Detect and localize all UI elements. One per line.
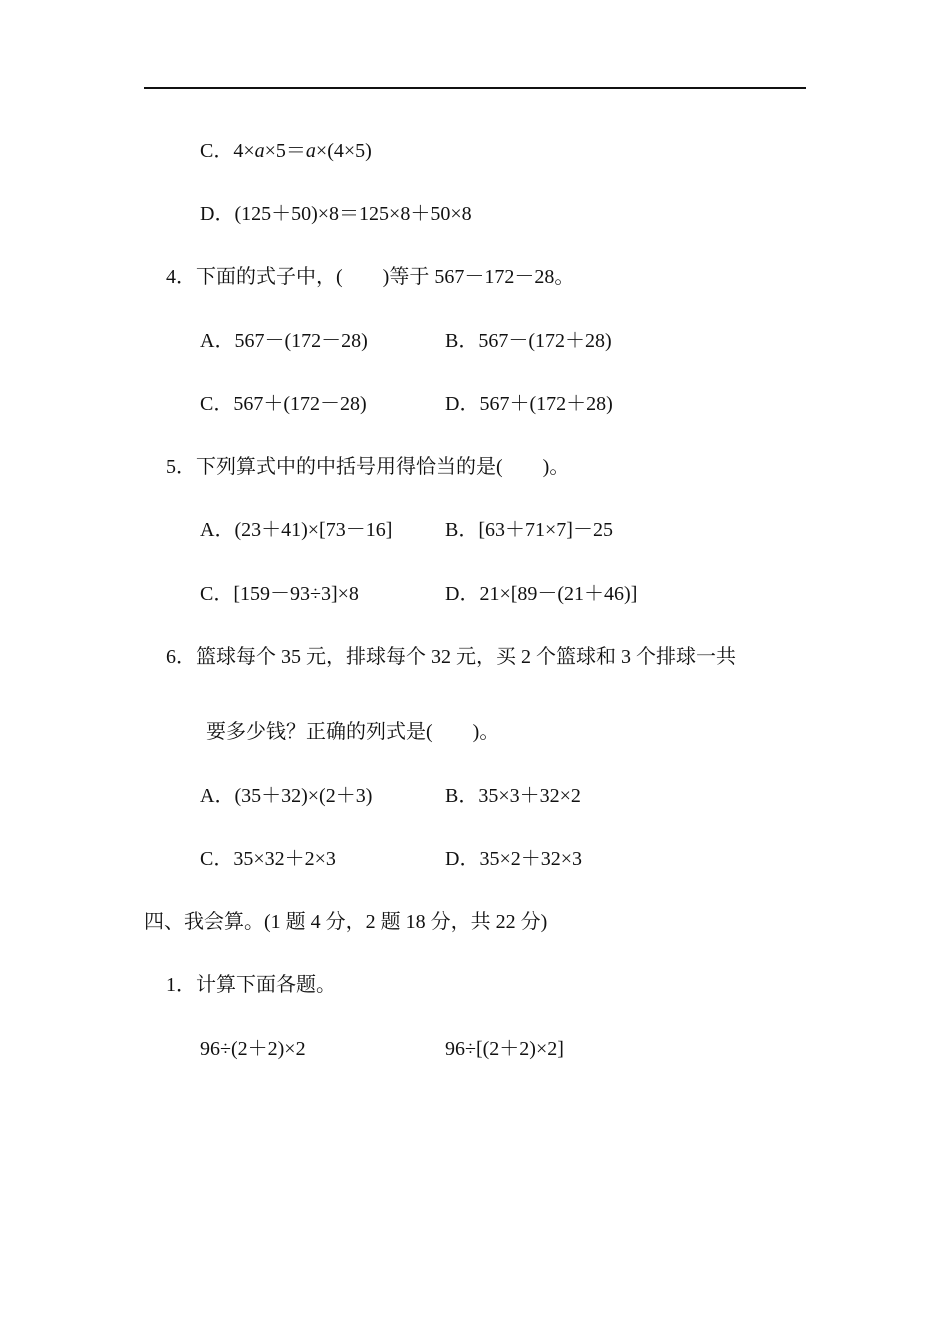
q6-option-c xyxy=(200,847,336,871)
expression-2: 96÷[(2＋2)×2] xyxy=(445,1038,564,1060)
option-text: [63＋71×7]－25 xyxy=(478,519,613,541)
option-text: 35×2＋32×3 xyxy=(479,848,583,870)
q5-stem: 5．下列算式中的中括号用得恰当的是( )。 xyxy=(166,456,570,478)
q4-option-c xyxy=(200,392,367,416)
option-letter: D． xyxy=(445,583,480,605)
option-text: 567＋(172－28) xyxy=(233,393,367,415)
option-letter: C． xyxy=(200,393,234,415)
expression-1: 96÷(2＋2)×2 xyxy=(200,1038,306,1060)
q5-option-c xyxy=(200,582,359,606)
option-letter: C． xyxy=(200,140,234,162)
option-text: 35×3＋32×2 xyxy=(478,785,581,807)
option-letter: A． xyxy=(200,519,235,541)
option-letter: C． xyxy=(200,848,234,870)
section4-q1-stem: 1．计算下面各题。 xyxy=(166,974,336,996)
option-text: 35×32＋2×3 xyxy=(233,848,336,870)
q4-option-d xyxy=(445,392,613,416)
option-letter: D． xyxy=(200,203,235,225)
option-letter: A． xyxy=(200,785,235,807)
option-text: (23＋41)×[73－16] xyxy=(234,519,393,541)
header-rule xyxy=(144,87,806,89)
q6-stem-line1: 6．篮球每个 35 元，排球每个 32 元，买 2 个篮球和 3 个排球一共 xyxy=(166,646,736,668)
q6-stem-line2: 要多少钱？正确的列式是( )。 xyxy=(206,721,500,743)
q4-option-a xyxy=(200,329,368,353)
option-text: 567－(172＋28) xyxy=(478,330,612,352)
option-letter: A． xyxy=(200,330,235,352)
q6-option-b xyxy=(445,784,581,808)
q5-option-d xyxy=(445,582,637,606)
option-letter: D． xyxy=(445,848,480,870)
option-text: 21×[89－(21＋46)] xyxy=(479,583,638,605)
option-letter: B． xyxy=(445,519,479,541)
q4-stem: 4．下面的式子中，( )等于 567－172－28。 xyxy=(166,266,575,288)
option-text: [159－93÷3]×8 xyxy=(233,583,359,605)
option-letter: D． xyxy=(445,393,480,415)
option-letter: B． xyxy=(445,785,479,807)
option-text: 567－(172－28) xyxy=(234,330,368,352)
option-letter: C． xyxy=(200,583,234,605)
option-text: 4×a×5＝a×(4×5) xyxy=(233,140,372,162)
option-text: (125＋50)×8＝125×8＋50×8 xyxy=(234,203,472,225)
q6-option-d xyxy=(445,847,582,871)
q3-option-c xyxy=(200,139,372,163)
option-text: 567＋(172＋28) xyxy=(479,393,613,415)
q6-option-a xyxy=(200,784,372,808)
option-text: (35＋32)×(2＋3) xyxy=(234,785,373,807)
option-letter: B． xyxy=(445,330,479,352)
section-heading: 四、我会算。(1 题 4 分，2 题 18 分，共 22 分) xyxy=(144,911,548,933)
q4-option-b xyxy=(445,329,612,353)
q3-option-d xyxy=(200,202,472,226)
q5-option-b xyxy=(445,518,613,542)
q5-option-a xyxy=(200,518,392,542)
